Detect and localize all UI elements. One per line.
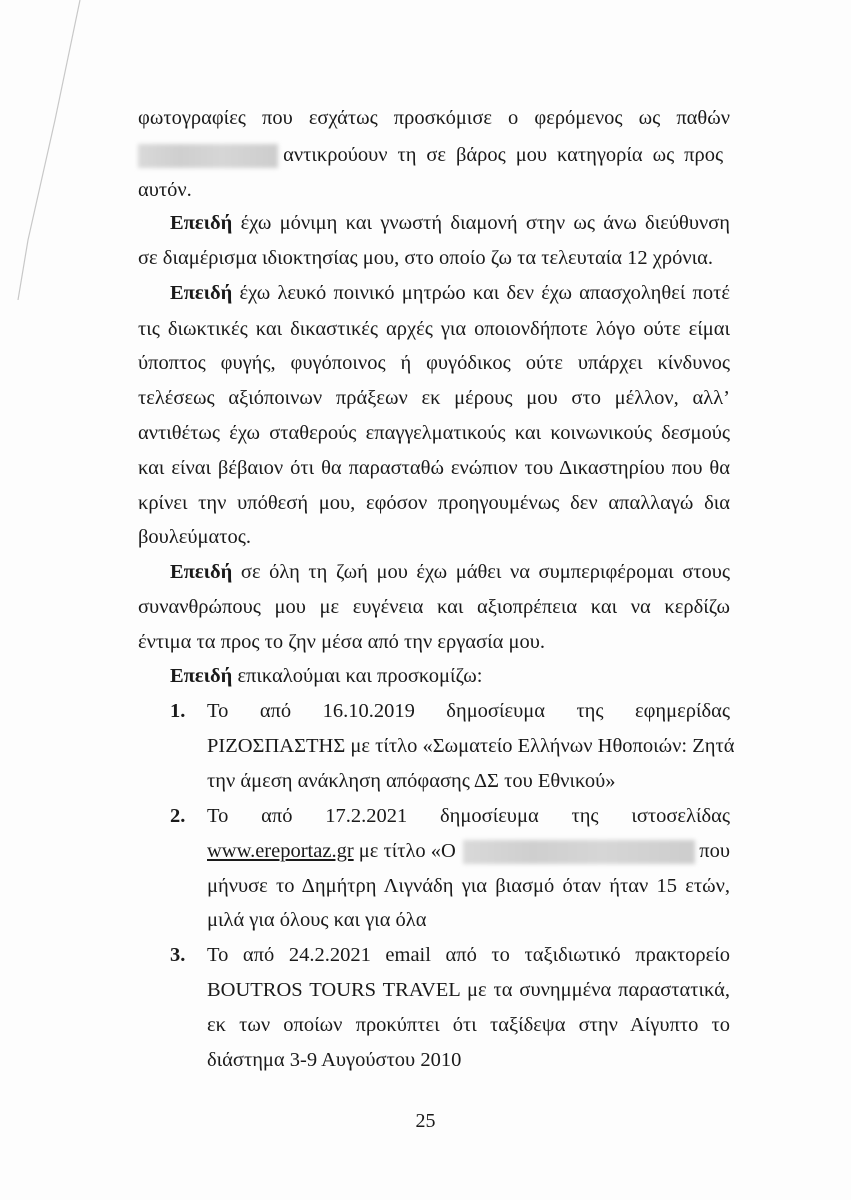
list-number: 1. (170, 700, 186, 722)
source-link[interactable]: www.ereportaz.gr (207, 840, 354, 862)
text-line: συνανθρώπους μου με ευγένεια και αξιοπρέπεια και να κερδίζω (138, 596, 730, 618)
list-item-line: BOUTROS TOURS TRAVEL με τα συνημμένα παραστατικά, (207, 979, 730, 1001)
scan-edge-line (0, 0, 90, 300)
list-item-line: μιλά για όλους και για όλα (207, 909, 427, 931)
text-line: Επειδή σε όλη τη ζωή μου έχω μάθει να συμπεριφέρομαι στους (170, 561, 730, 583)
text-line: τις διωκτικές και δικαστικές αρχές για οποιονδήποτε λόγο ούτε είμαι (138, 318, 730, 340)
text-line: τελέσεως αξιόποινων πράξεων εκ μέρους μου στο μέλλον, αλλ’ (138, 387, 730, 409)
text-line: φωτογραφίες που εσχάτως προσκόμισε ο φερόμενος ως παθών (138, 107, 730, 129)
text-line: αυτόν. (138, 179, 192, 201)
list-item-line: ΡΙΖΟΣΠΑΣΤΗΣ με τίτλο «Σωματείο Ελλήνων Ηθοποιών: Ζητά (207, 735, 735, 757)
list-item-line: Το από 24.2.2021 email από το ταξιδιωτικό πρακτορείο (207, 944, 730, 966)
text-line: Επειδή έχω λευκό ποινικό μητρώο και δεν έχω απασχοληθεί ποτέ (170, 282, 730, 304)
text-line: κρίνει την υπόθεσή μου, εφόσον προηγουμένως δεν απαλλαγώ δια (138, 492, 730, 514)
paragraph-lead: Επειδή (170, 561, 233, 583)
list-item-line: εκ των οποίων προκύπτει ότι ταξίδεψα στην Αίγυπτο το (207, 1014, 730, 1036)
text-line: ύποπτος φυγής, φυγόποινος ή φυγόδικος ούτε υπάρχει κίνδυνος (138, 352, 730, 374)
list-item-line: διάστημα 3-9 Αυγούστου 2010 (207, 1049, 462, 1071)
text-line: σε διαμέρισμα ιδιοκτησίας μου, στο οποίο ζω τα τελευταία 12 χρόνια. (138, 247, 714, 269)
text-line: Επειδή έχω μόνιμη και γνωστή διαμονή στην ως άνω διεύθυνση (170, 212, 731, 234)
text-line: Επειδή επικαλούμαι και προσκομίζω: (170, 665, 483, 687)
list-item-line: μήνυσε το Δημήτρη Λιγνάδη για βιασμό όταν ήταν 15 ετών, (207, 875, 730, 897)
redacted-name (138, 144, 278, 168)
list-item-line: Το από 16.10.2019 δημοσίευμα της εφημερίδας (207, 700, 730, 722)
paragraph-lead: Επειδή (170, 665, 233, 687)
text-line: έντιμα τα προς το ζην μέσα από την εργασία μου. (138, 631, 545, 653)
redacted-name (463, 840, 695, 864)
list-number: 2. (170, 805, 186, 827)
paragraph-lead: Επειδή (170, 282, 233, 304)
page-number: 25 (415, 1110, 436, 1132)
list-item-line: Το από 17.2.2021 δημοσίευμα της ιστοσελίδας (207, 805, 730, 827)
paragraph-lead: Επειδή (170, 212, 233, 234)
list-item-line: www.ereportaz.gr με τίτλο «Ο που (207, 838, 730, 864)
text-line: αντιθέτως έχω σταθερούς επαγγελματικούς και κοινωνικούς δεσμούς (138, 422, 730, 444)
list-item-line: την άμεση ανάκληση απόφασης ΔΣ του Εθνικού» (207, 770, 616, 792)
text-line: βουλεύματος. (138, 526, 251, 548)
text-line: και είναι βέβαιον ότι θα παρασταθώ ενώπιον του Δικαστηρίου που θα (138, 457, 730, 479)
text-line: αντικρούουν τη σε βάρος μου κατηγορία ως προς (138, 142, 730, 168)
list-number: 3. (170, 944, 186, 966)
